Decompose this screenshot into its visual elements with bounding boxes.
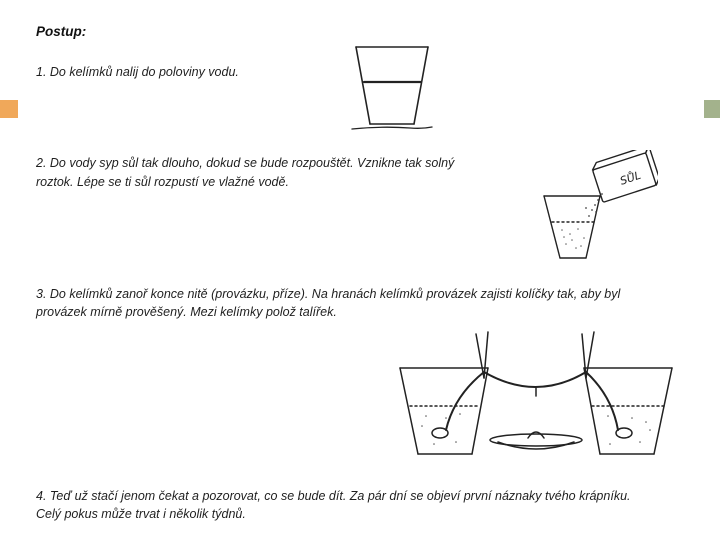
step-3-text-line-2: provázek mírně prověšený. Mezi kelímky polož talířek.	[36, 305, 337, 319]
left-slide-marker	[0, 100, 18, 118]
step-4-text-line-2: Celý pokus může trvat i několik týdnů.	[36, 507, 246, 521]
step-2-text-line-2: roztok. Lépe se ti sůl rozpustí ve vlažné vodě.	[36, 175, 289, 189]
page-title: Postup:	[36, 24, 87, 39]
step-2-text-line-1: 2. Do vody syp sůl tak dlouho, dokud se bude rozpouštět. Vznikne tak solný	[36, 156, 455, 170]
string-between-cups-illustration	[396, 326, 676, 464]
salt-label: SŮL	[618, 168, 643, 188]
step-3-text-line-1: 3. Do kelímků zanoř konce nitě (provázku, příze). Na hranách kelímků provázek zajisti kolíčky tak, aby byl	[36, 287, 621, 301]
step-1-text: 1. Do kelímků nalij do poloviny vodu.	[36, 65, 239, 79]
glass-half-water-illustration	[342, 40, 442, 136]
right-slide-marker	[704, 100, 720, 118]
salt-pouring-illustration	[536, 150, 658, 266]
step-4-text-line-1: 4. Teď už stačí jenom čekat a pozorovat, co se bude dít. Za pár dní se objeví první náznaky tvého krápníku.	[36, 489, 631, 503]
